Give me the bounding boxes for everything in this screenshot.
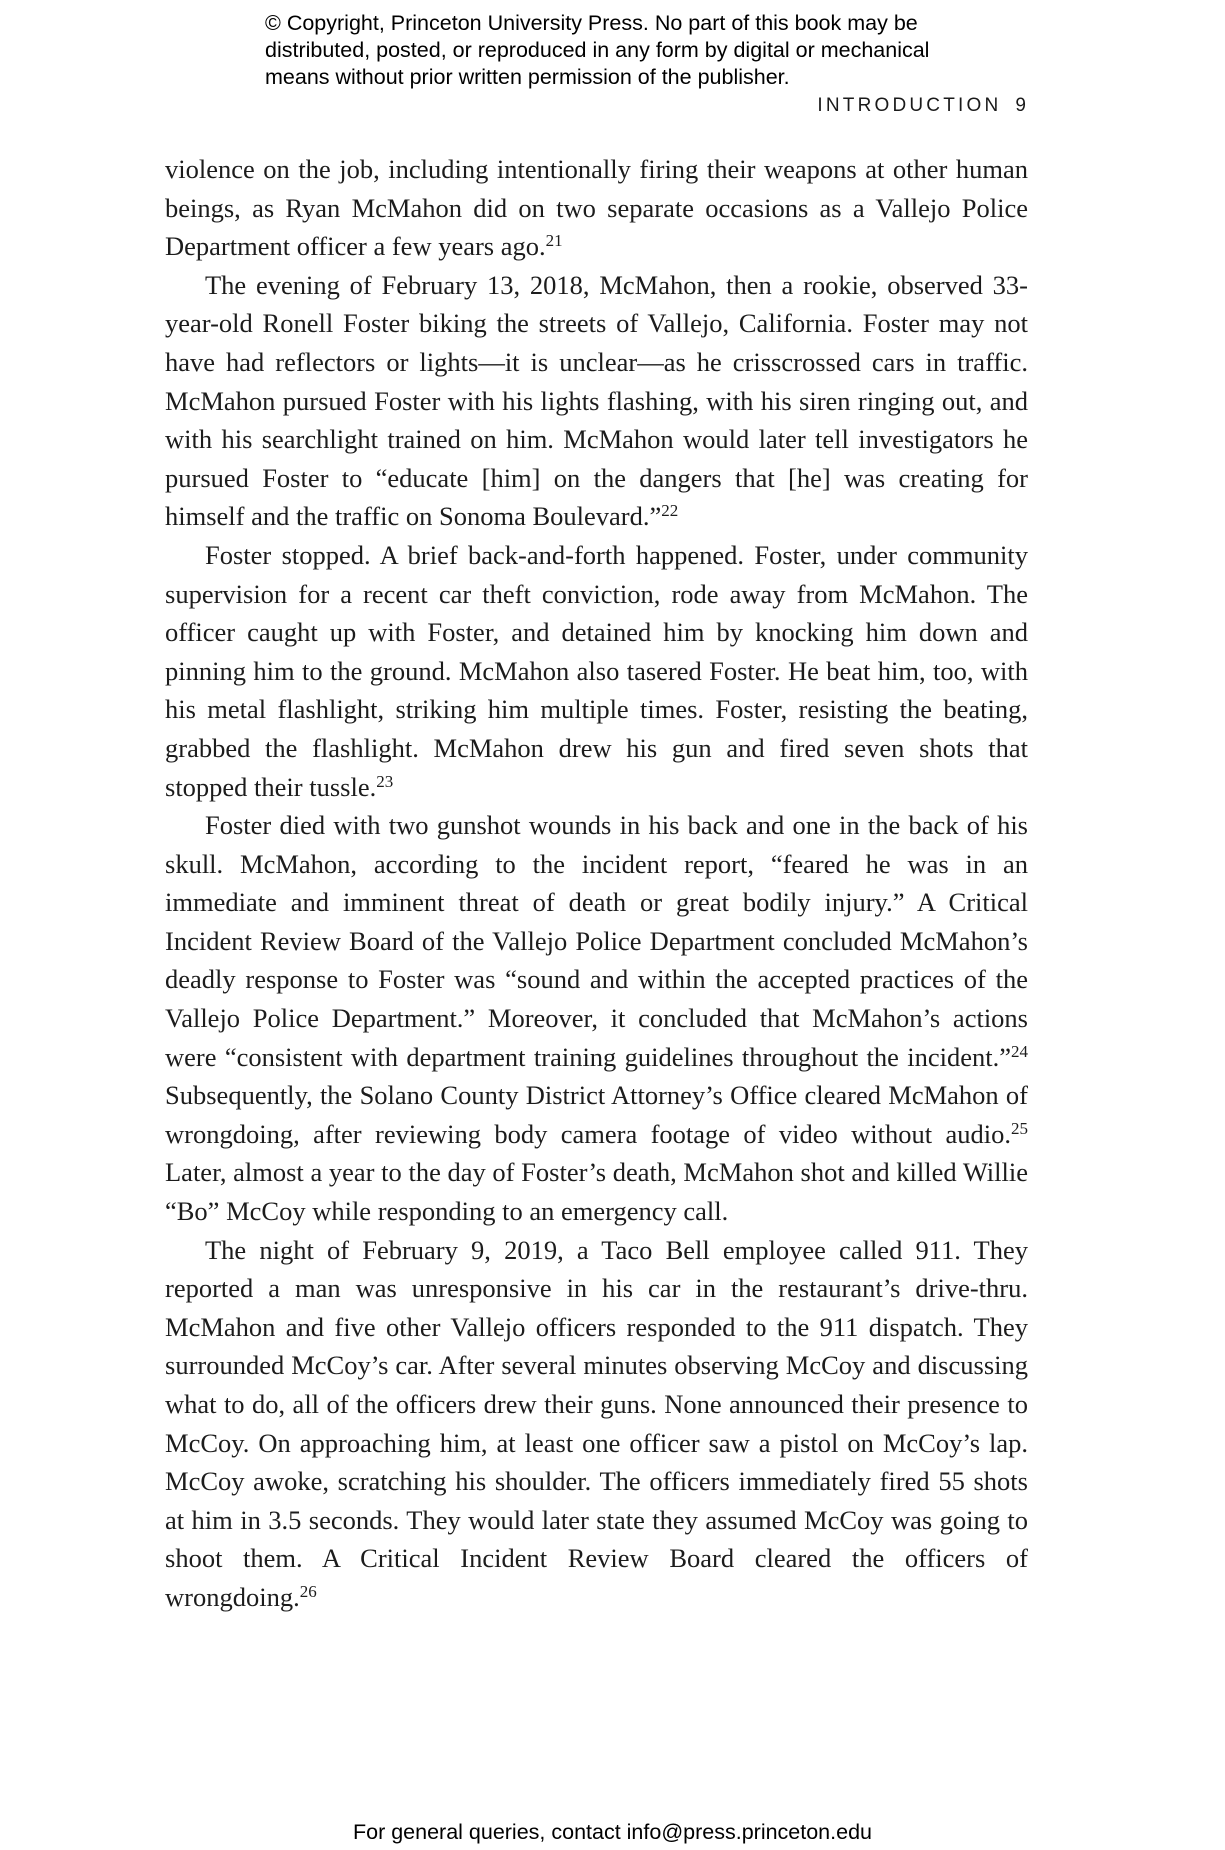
footnote-ref[interactable]: 21 <box>545 231 563 251</box>
footnote-ref[interactable]: 24 <box>1011 1041 1028 1061</box>
paragraph-text: Foster stopped. A brief back-and-forth happened. Foster, under community supervision for a recent car theft conviction, rode away from McMahon. The officer caught up with Foster, and detained him by knocking him down and pinning him to the ground. McMahon also tasered Foster. He beat him, too, with his metal flashlight, striking him multiple times. Foster, resisting the beating, grabbed the flashlight. McMahon drew his gun and fired seven shots that stopped their tussle. <box>165 539 1028 802</box>
copyright-line-3: means without prior written permission of the publisher. <box>265 65 790 89</box>
paragraph <box>165 536 1028 806</box>
copyright-line-1: © Copyright, Princeton University Press. No part of this book may be <box>265 11 918 35</box>
footnote-ref[interactable]: 23 <box>376 771 394 791</box>
paragraph-text: Later, almost a year to the day of Foster’s death, McMahon shot and killed Willie “Bo” McCoy while responding to an emergency call. <box>165 1157 1028 1227</box>
footnote-ref[interactable]: 25 <box>1011 1118 1028 1138</box>
running-head <box>817 95 1026 117</box>
paragraph <box>165 1231 1028 1617</box>
footnote-ref[interactable]: 26 <box>299 1581 317 1601</box>
footnote-ref[interactable]: 22 <box>661 501 679 521</box>
paragraph-text: The evening of February 13, 2018, McMahon, then a rookie, observed 33-year-old Ronell Foster biking the streets of Vallejo, California. Foster may not have had reflectors or lights—it is unclear—as he crisscrossed cars in traffic. McMahon pursued Foster with his lights flashing, with his siren ringing out, and with his searchlight trained on him. McMahon would later tell investigators he pursued Foster to “educate [him] on the dangers that [he] was creating for himself and the traffic on Sonoma Boulevard.” <box>165 269 1028 532</box>
footer-contact: For general queries, contact info@press.princeton.edu <box>352 1820 872 1844</box>
page-number: 9 <box>1015 95 1026 116</box>
paragraph-text: Foster died with two gunshot wounds in his back and one in the back of his skull. McMahon, according to the incident report, “feared he was in an immediate and imminent threat of death or great bodily injury.” A Critical Incident Review Board of the Vallejo Police Department concluded McMahon’s deadly response to Foster was “sound and within the accepted practices of the Vallejo Police Department.” Moreover, it concluded that McMahon’s actions were “consistent with department training guidelines throughout the incident.” <box>165 810 1028 1072</box>
copyright-notice <box>265 10 1025 91</box>
body-text <box>165 150 1028 1617</box>
copyright-line-2: distributed, posted, or reproduced in any form by digital or mechanical <box>265 38 930 62</box>
paragraph <box>165 266 1028 536</box>
section-title: INTRODUCTION <box>817 95 1002 116</box>
paragraph <box>165 806 1028 1231</box>
paragraph-text: Subsequently, the Solano County District Attorney’s Office cleared McMahon of wrongdoing, after reviewing body camera footage of video without audio. <box>165 1080 1028 1149</box>
paragraph-text: The night of February 9, 2019, a Taco Bell employee called 911. They reported a man was unresponsive in his car in the restaurant’s drive-thru. McMahon and five other Vallejo officers responded to the 911 dispatch. They surrounded McCoy’s car. After several minutes observing McCoy and discussing what to do, all of the officers drew their guns. None announced their presence to McCoy. On approaching him, at least one officer saw a pistol on McCoy’s lap. McCoy awoke, scratching his shoulder. The officers immediately fired 55 shots at him in 3.5 seconds. They would later state they assumed McCoy was going to shoot them. A Critical Incident Review Board cleared the officers of wrongdoing. <box>165 1234 1028 1612</box>
paragraph-text: violence on the job, including intentionally firing their weapons at other human beings, as Ryan McMahon did on two separate occasions as a Vallejo Police Department officer a few years ago. <box>165 154 1028 262</box>
paragraph <box>165 150 1028 266</box>
